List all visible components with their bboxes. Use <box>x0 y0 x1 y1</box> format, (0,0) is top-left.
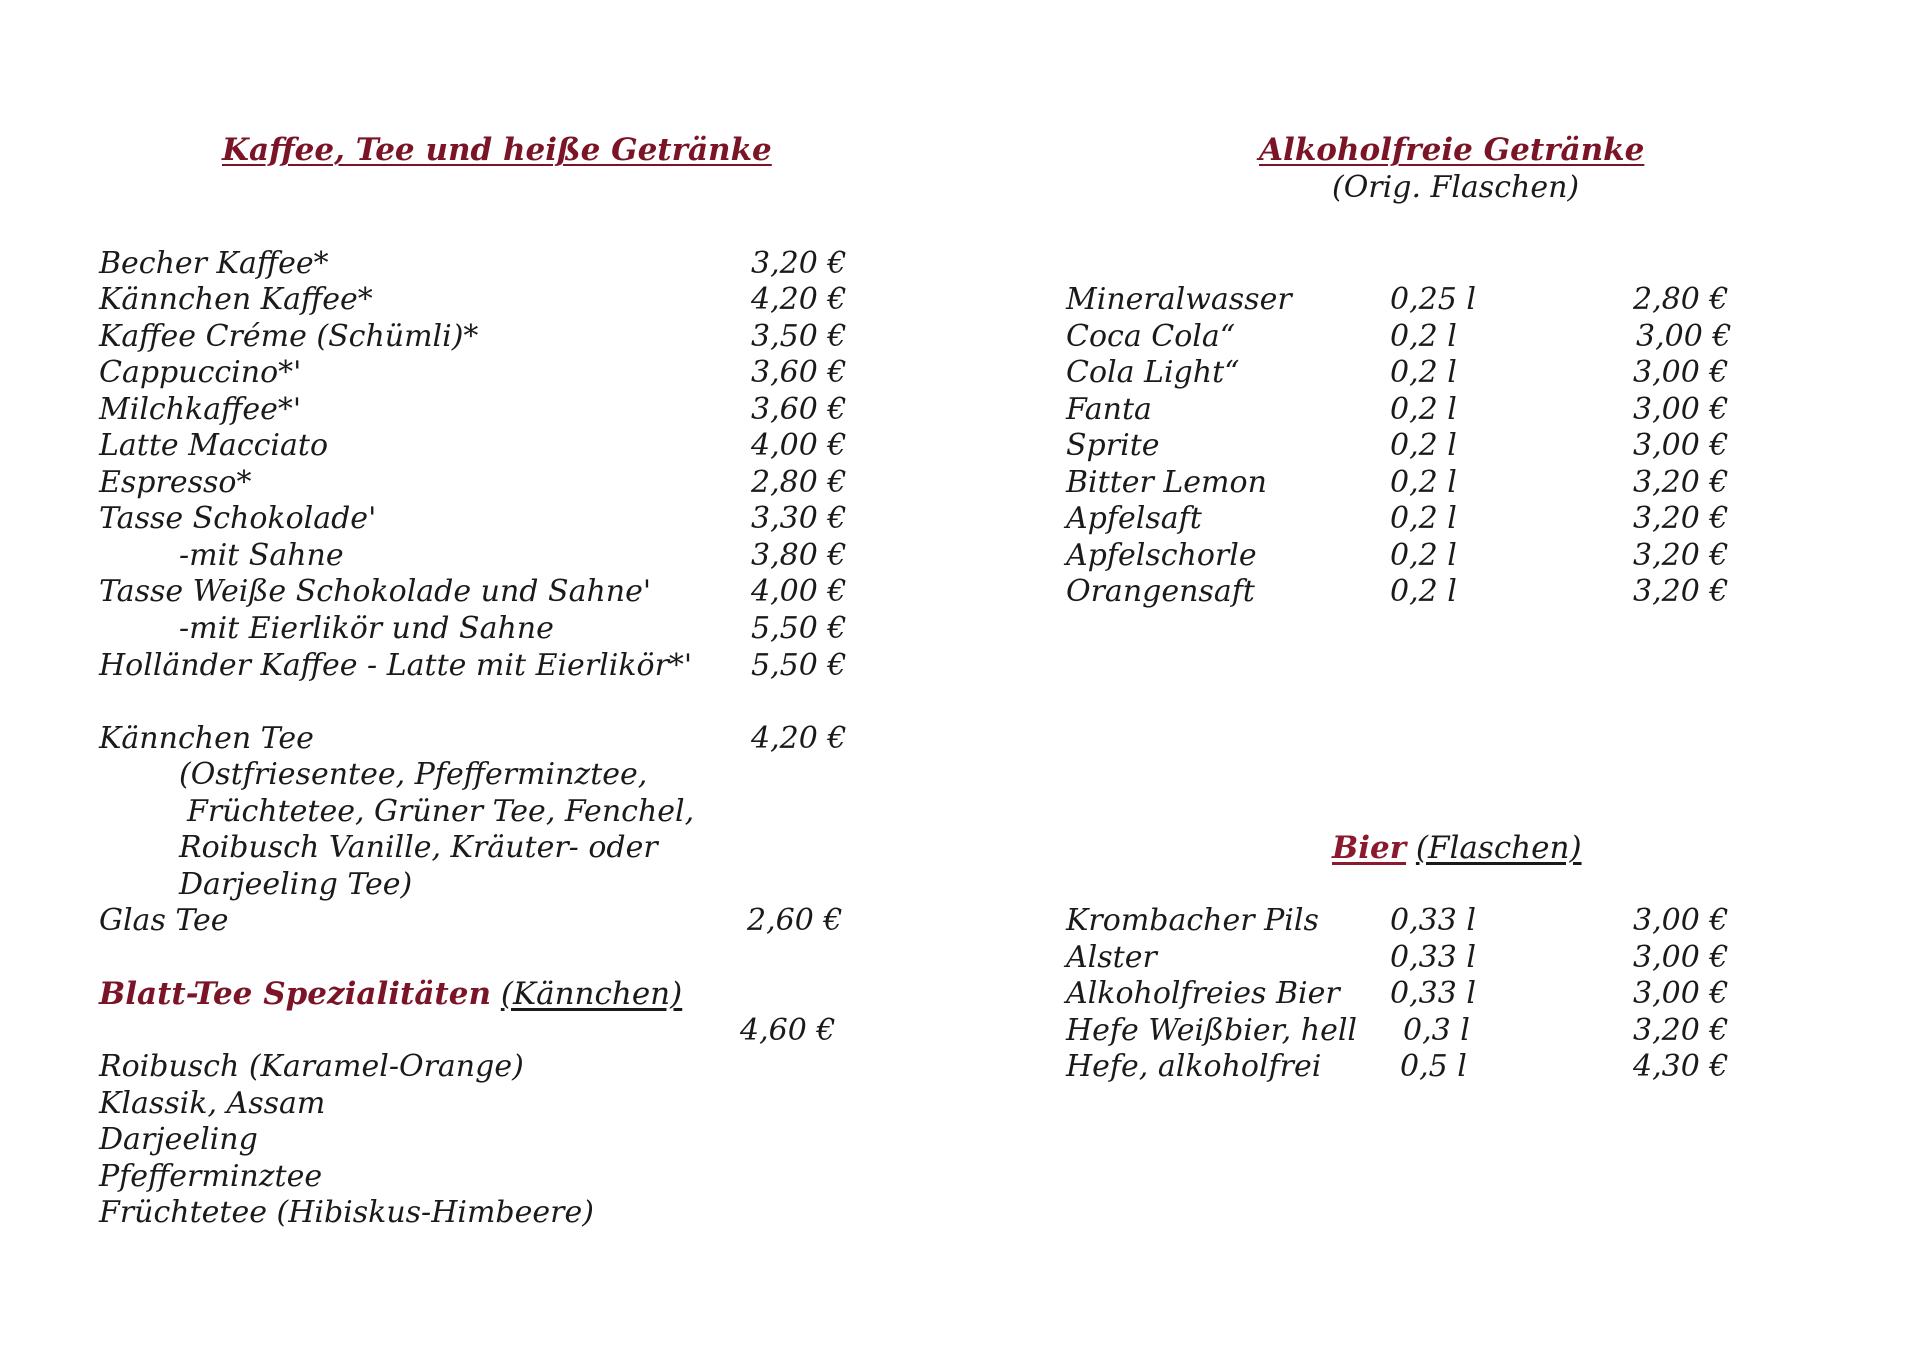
beer-price: 4,30 € <box>1633 1049 1729 1084</box>
coffee-price: 3,20 € <box>751 246 847 281</box>
beer-price: 3,00 € <box>1633 940 1729 975</box>
coffee-name: Latte Macciato <box>99 428 329 463</box>
glas-tee-name: Glas Tee <box>99 903 229 938</box>
softdrink-name: Apfelschorle <box>1066 538 1257 573</box>
softdrink-price: 3,00 € <box>1633 428 1729 463</box>
coffee-name: Kaffee Créme (Schümli)* <box>99 319 479 354</box>
softdrink-name: Coca Cola“ <box>1066 319 1236 354</box>
soft-drinks-subheading: (Orig. Flaschen) <box>1332 170 1580 205</box>
beer-name: Hefe, alkoholfrei <box>1066 1049 1322 1084</box>
coffee-name: Milchkaffee*' <box>99 392 302 427</box>
beer-name: Alkoholfreies Bier <box>1066 976 1340 1011</box>
softdrink-size: 0,25 l <box>1390 282 1476 317</box>
coffee-name: Tasse Schokolade' <box>99 501 377 536</box>
tea-price: 4,20 € <box>751 721 847 756</box>
coffee-name: Cappuccino*' <box>99 355 302 390</box>
softdrink-name: Cola Light“ <box>1066 355 1240 390</box>
hot-drinks-heading: Kaffee, Tee und heiße Getränke <box>222 132 772 168</box>
beer-size: 0,5 l <box>1400 1049 1467 1084</box>
softdrink-size: 0,2 l <box>1390 538 1457 573</box>
blatt-tee-item: Roibusch (Karamel-Orange) <box>99 1049 524 1084</box>
coffee-name: -mit Sahne <box>179 538 344 573</box>
softdrink-size: 0,2 l <box>1390 574 1457 609</box>
tea-description-line: Früchtetee, Grüner Tee, Fenchel, <box>187 794 695 829</box>
softdrink-size: 0,2 l <box>1390 319 1457 354</box>
glas-tee-price: 2,60 € <box>747 903 843 938</box>
coffee-name: Espresso* <box>99 465 252 500</box>
beer-price: 3,00 € <box>1633 976 1729 1011</box>
softdrink-price: 3,20 € <box>1633 538 1729 573</box>
coffee-price: 3,60 € <box>751 355 847 390</box>
blatt-tee-item: Früchtetee (Hibiskus-Himbeere) <box>99 1195 594 1230</box>
beer-name: Hefe Weißbier, hell <box>1066 1013 1358 1048</box>
softdrink-name: Bitter Lemon <box>1066 465 1267 500</box>
coffee-price: 4,00 € <box>751 428 847 463</box>
tea-description-line: (Ostfriesentee, Pfefferminztee, <box>179 757 648 792</box>
softdrink-size: 0,2 l <box>1390 501 1457 536</box>
blatt-tee-title: Blatt-Tee Spezialitäten <box>99 976 491 1012</box>
coffee-price: 5,50 € <box>751 648 847 683</box>
coffee-price: 4,20 € <box>751 282 847 317</box>
blatt-tee-note: (Kännchen) <box>500 976 683 1012</box>
blatt-tee-item: Darjeeling <box>99 1122 258 1157</box>
coffee-name: -mit Eierlikör und Sahne <box>179 611 554 646</box>
coffee-price: 2,80 € <box>751 465 847 500</box>
blatt-tee-price: 4,60 € <box>740 1013 836 1048</box>
beer-price: 3,00 € <box>1633 903 1729 938</box>
softdrink-size: 0,2 l <box>1390 428 1457 463</box>
softdrink-price: 3,00 € <box>1636 319 1732 354</box>
softdrink-name: Fanta <box>1066 392 1152 427</box>
softdrink-size: 0,2 l <box>1390 355 1457 390</box>
tea-description-line: Darjeeling Tee) <box>179 867 413 902</box>
softdrink-name: Orangensaft <box>1066 574 1255 609</box>
beer-size: 0,33 l <box>1390 976 1476 1011</box>
tea-name: Kännchen Tee <box>99 721 314 756</box>
softdrink-size: 0,2 l <box>1390 465 1457 500</box>
coffee-price: 5,50 € <box>751 611 847 646</box>
coffee-price: 3,50 € <box>751 319 847 354</box>
softdrink-name: Apfelsaft <box>1066 501 1202 536</box>
softdrink-price: 3,00 € <box>1633 355 1729 390</box>
beer-heading <box>1332 830 1582 866</box>
coffee-name: Becher Kaffee* <box>99 246 329 281</box>
beer-title: Bier <box>1332 830 1407 866</box>
tea-description-line: Roibusch Vanille, Kräuter- oder <box>179 830 658 865</box>
softdrink-price: 3,20 € <box>1633 574 1729 609</box>
blatt-tee-item: Klassik, Assam <box>99 1086 326 1121</box>
beer-name: Krombacher Pils <box>1066 903 1319 938</box>
softdrink-price: 3,20 € <box>1633 465 1729 500</box>
beer-name: Alster <box>1066 940 1157 975</box>
blatt-tee-item: Pfefferminztee <box>99 1159 323 1194</box>
soft-drinks-heading: Alkoholfreie Getränke <box>1259 132 1645 168</box>
coffee-name: Tasse Weiße Schokolade und Sahne' <box>99 574 652 609</box>
softdrink-name: Mineralwasser <box>1066 282 1292 317</box>
coffee-name: Holländer Kaffee - Latte mit Eierlikör*' <box>99 648 693 683</box>
coffee-name: Kännchen Kaffee* <box>99 282 373 317</box>
coffee-price: 3,60 € <box>751 392 847 427</box>
softdrink-price: 3,00 € <box>1633 392 1729 427</box>
softdrink-price: 2,80 € <box>1633 282 1729 317</box>
coffee-price: 4,00 € <box>751 574 847 609</box>
beer-size: 0,3 l <box>1403 1013 1470 1048</box>
coffee-price: 3,80 € <box>751 538 847 573</box>
softdrink-size: 0,2 l <box>1390 392 1457 427</box>
coffee-price: 3,30 € <box>751 501 847 536</box>
beer-size: 0,33 l <box>1390 940 1476 975</box>
blatt-tee-heading <box>99 976 682 1012</box>
softdrink-name: Sprite <box>1066 428 1160 463</box>
beer-size: 0,33 l <box>1390 903 1476 938</box>
beer-price: 3,20 € <box>1633 1013 1729 1048</box>
softdrink-price: 3,20 € <box>1633 501 1729 536</box>
beer-note: (Flaschen) <box>1415 830 1582 866</box>
